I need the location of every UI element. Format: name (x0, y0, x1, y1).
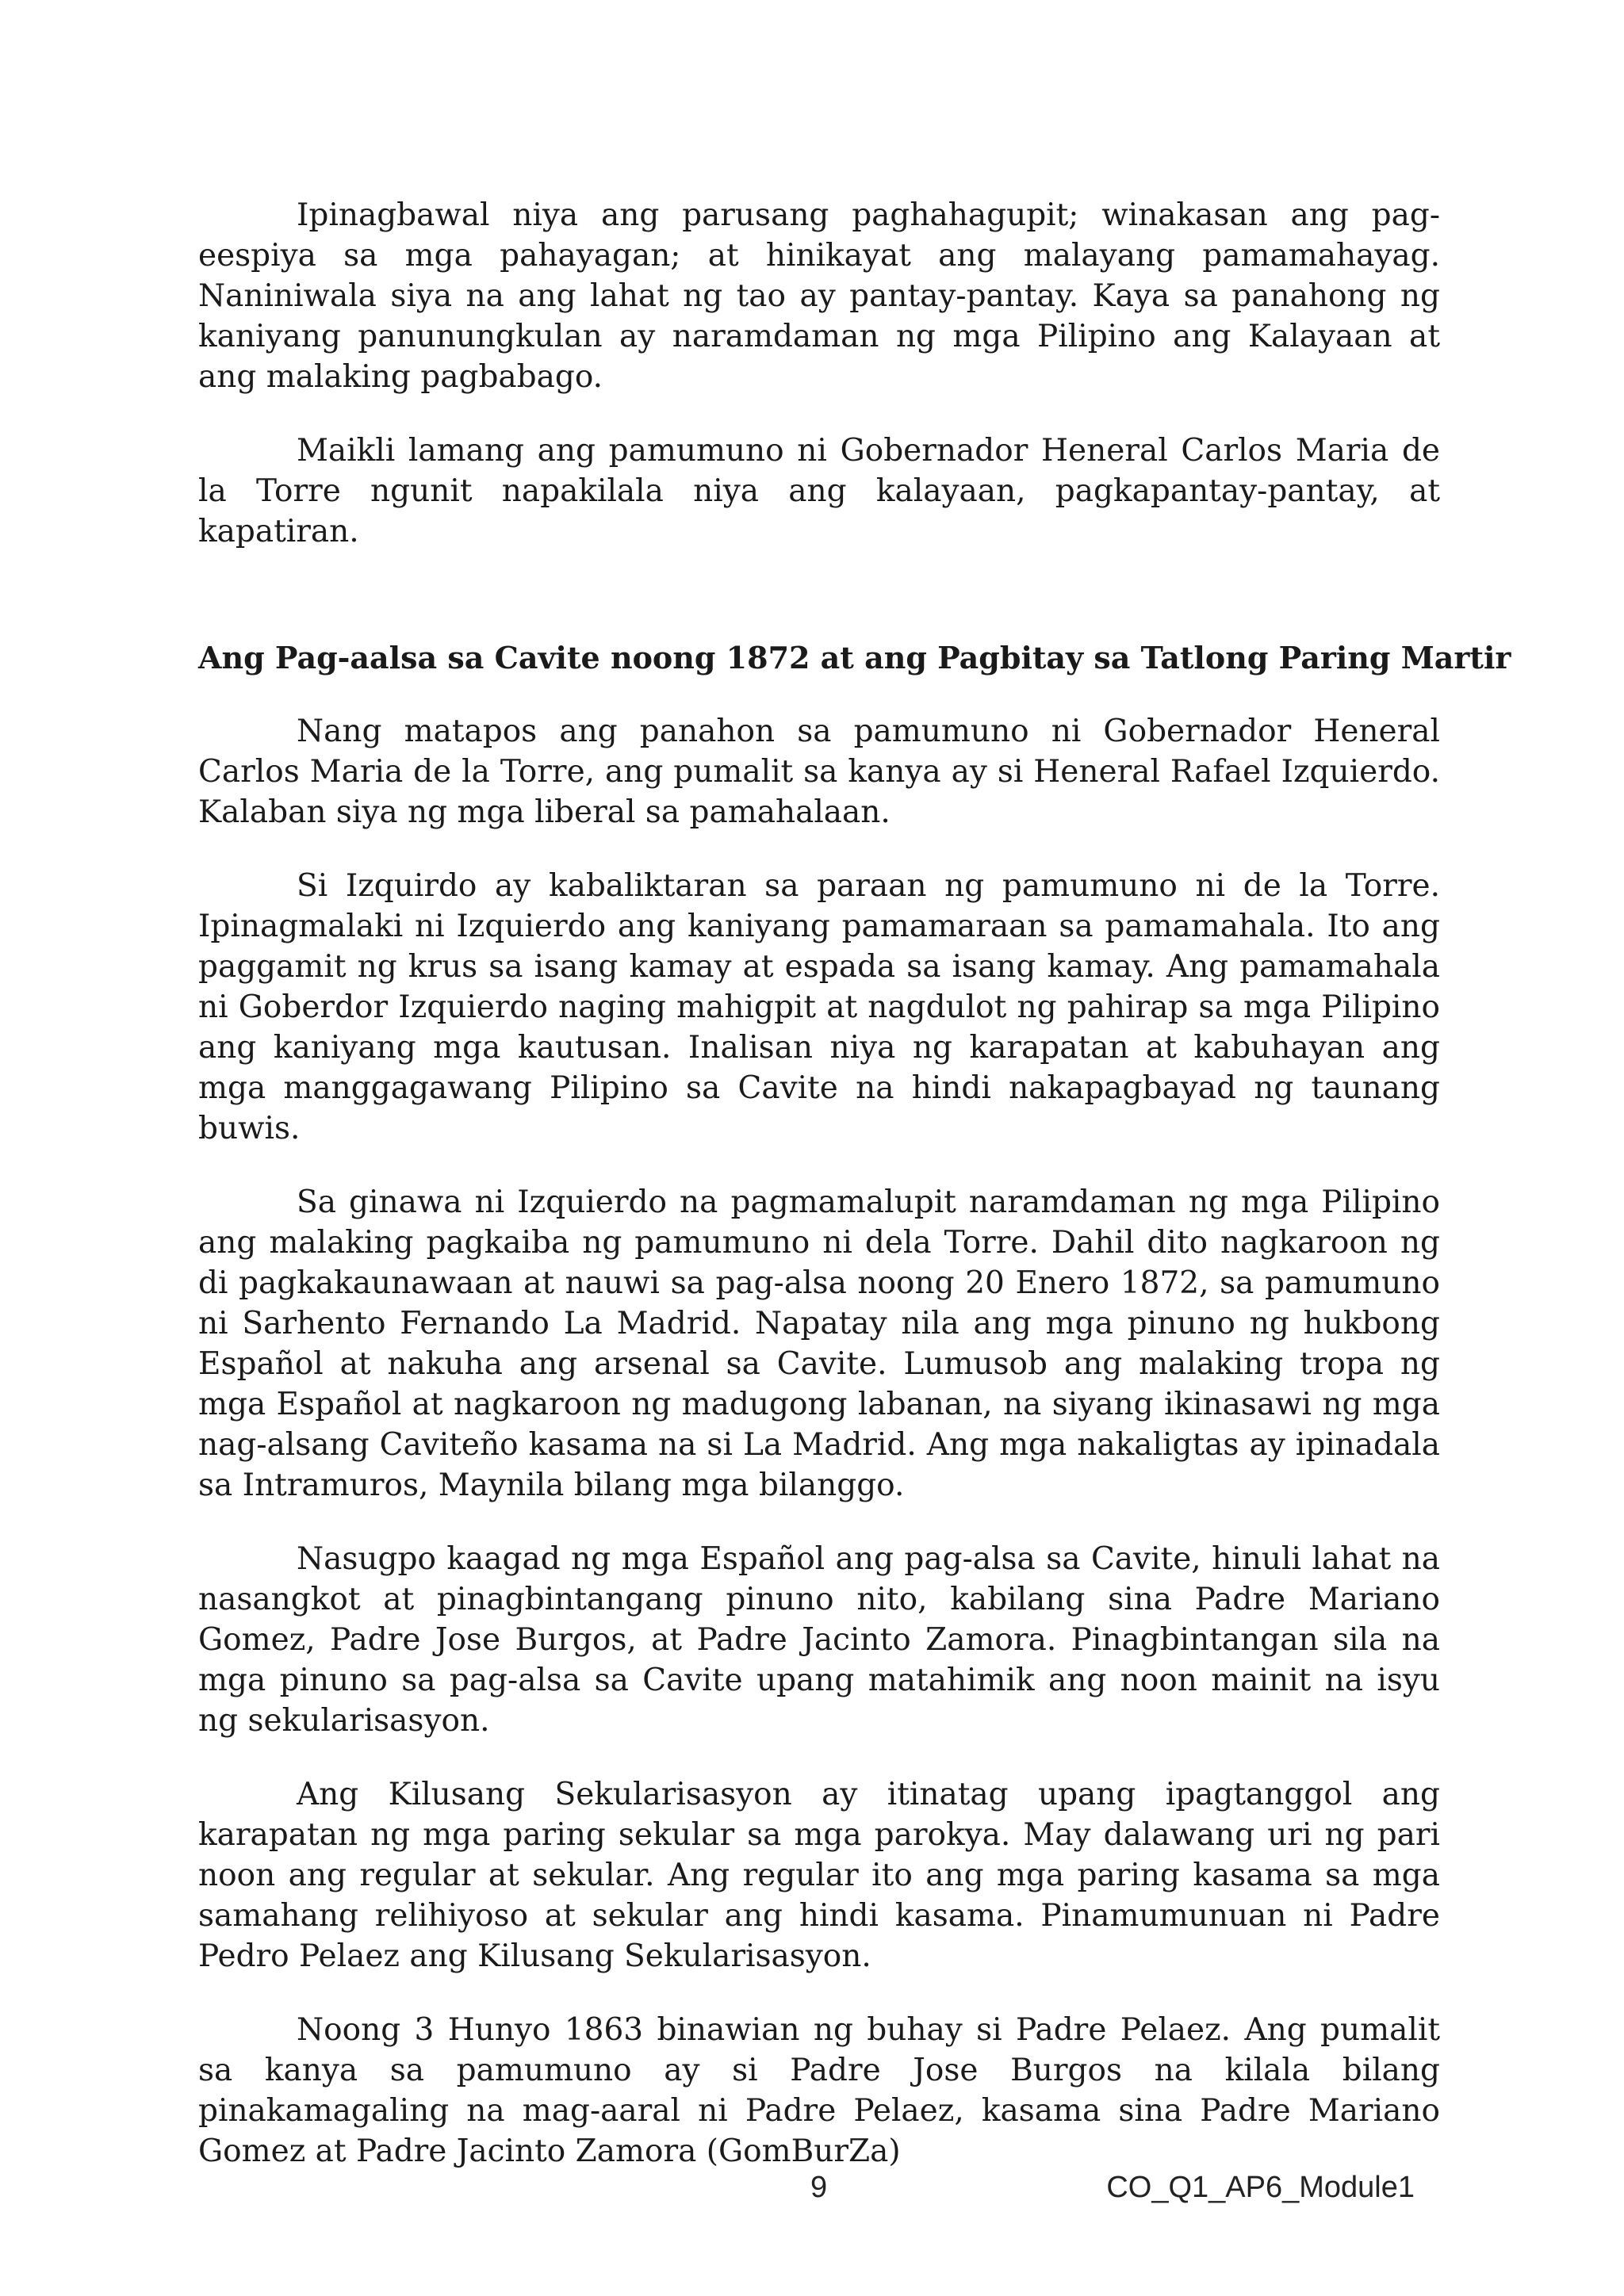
module-code: CO_Q1_AP6_Module1 (1106, 2171, 1415, 2204)
page-number: 9 (810, 2171, 828, 2204)
paragraph: Nasugpo kaagad ng mga Español ang pag-alsa sa Cavite, hinuli lahat na nasangkot at pinagbintangang pinuno nito, kabilang sina Padre Mariano Gomez, Padre Jose Burgos, at Padre Jacinto Zamora. Pinagbintangan sila na mga pinuno sa pag-alsa sa Cavite upang matahimik ang noon mainit na isyu ng sekularisasyon. (198, 1541, 1440, 1739)
section-heading: Ang Pag-aalsa sa Cavite noong 1872 at ang Pagbitay sa Tatlong Paring Martir (198, 640, 1511, 675)
paragraph: Noong 3 Hunyo 1863 binawian ng buhay si Padre Pelaez. Ang pumalit sa kanya sa pamumuno ay si Padre Jose Burgos na kilala bilang pinakamagaling na mag-aaral ni Padre Pelaez, kasama sina Padre Mariano Gomez at Padre Jacinto Zamora (GomBurZa) (198, 2012, 1440, 2169)
paragraph: Si Izquirdo ay kabaliktaran sa paraan ng pamumuno ni de la Torre. Ipinagmalaki ni Izquierdo ang kaniyang pamamaraan sa pamamahala. Ito ang paggamit ng krus sa isang kamay at espada sa isang kamay. Ang pamamahala ni Goberdor Izquierdo naging mahigpit at nagdulot ng pahirap sa mga Pilipino ang kaniyang mga kautusan. Inalisan niya ng karapatan at kabuhayan ang mga manggagawang Pilipino sa Cavite na hindi nakapagbayad ng taunang buwis. (198, 868, 1440, 1146)
paragraph: Ipinagbawal niya ang parusang paghahagupit; winakasan ang pag-eespiya sa mga pahayagan; at hinikayat ang malayang pamamahayag. Naniniwala siya na ang lahat ng tao ay pantay-pantay. Kaya sa panahong ng kaniyang panunungkulan ay naramdaman ng mga Pilipino ang Kalayaan at ang malaking pagbabago. (198, 197, 1440, 395)
paragraph: Nang matapos ang panahon sa pamumuno ni Gobernador Heneral Carlos Maria de la Torre, ang pumalit sa kanya ay si Heneral Rafael Izquierdo. Kalaban siya ng mga liberal sa pamahalaan. (198, 714, 1440, 830)
document-body (198, 195, 1511, 2205)
paragraph: Ang Kilusang Sekularisasyon ay itinatag upang ipagtanggol ang karapatan ng mga paring sekular sa mga parokya. May dalawang uri ng pari noon ang regular at sekular. Ang regular ito ang mga paring kasama sa mga samahang relihiyoso at sekular ang hindi kasama. Pinamumunuan ni Padre Pedro Pelaez ang Kilusang Sekularisasyon. (198, 1777, 1440, 1974)
paragraph: Maikli lamang ang pamumuno ni Gobernador Heneral Carlos Maria de la Torre ngunit napakilala niya ang kalayaan, pagkapantay-pantay, at kapatiran. (198, 433, 1440, 549)
paragraph: Sa ginawa ni Izquierdo na pagmamalupit naramdaman ng mga Pilipino ang malaking pagkaiba ng pamumuno ni dela Torre. Dahil dito nagkaroon ng di pagkakaunawaan at nauwi sa pag-alsa noong 20 Enero 1872, sa pamumuno ni Sarhento Fernando La Madrid. Napatay nila ang mga pinuno ng hukbong Español at nakuha ang arsenal sa Cavite. Lumusob ang malaking tropa ng mga Español at nagkaroon ng madugong labanan, na siyang ikinasawi ng mga nag-alsang Caviteño kasama na si La Madrid. Ang mga nakaligtas ay ipinadala sa Intramuros, Maynila bilang mga bilanggo. (198, 1184, 1440, 1503)
